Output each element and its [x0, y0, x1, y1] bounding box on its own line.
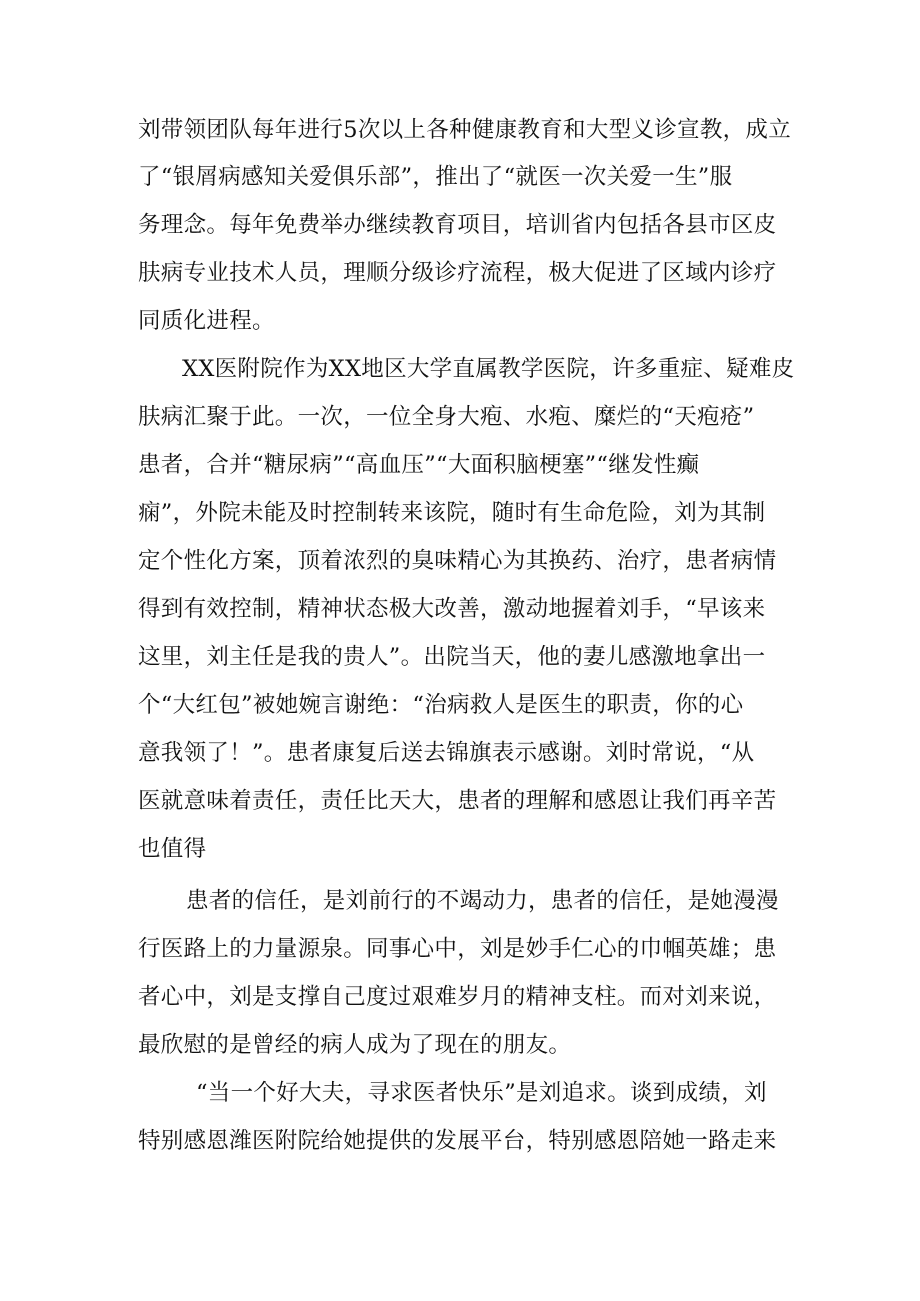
paragraph-1-line-4: 肤病专业技术人员，理顺分级诊疗流程，极大促进了区域内诊疗: [138, 260, 777, 286]
paragraph-2-line-9: 意我领了！”。患者康复后送去锦旗表示感谢。刘时常说，“从: [138, 740, 755, 766]
paragraph-2-line-1: XX医附院作为XX地区大学直属教学医院，许多重症、疑难皮: [182, 356, 795, 382]
paragraph-1-line-2: 了“银屑病感知关爱俱乐部”，推出了“就医一次关爱一生”服: [138, 164, 733, 190]
paragraph-3-line-1: 患者的信任，是刘前行的不竭动力，患者的信任，是她漫漫: [186, 888, 779, 914]
paragraph-2-line-8: 个“大红包”被她婉言谢绝：“治病救人是医生的职责，你的心: [138, 692, 744, 718]
paragraph-4-line-2: 特别感恩潍医附院给她提供的发展平台，特别感恩陪她一路走来: [138, 1128, 777, 1154]
paragraph-2-line-10: 医就意味着责任，责任比天大，患者的理解和感恩让我们再辛苦: [138, 788, 777, 814]
paragraph-2-line-11: 也值得: [138, 836, 207, 862]
paragraph-3-line-3: 者心中，刘是支撑自己度过艰难岁月的精神支柱。而对刘来说，: [138, 984, 777, 1010]
paragraph-2-line-3: 患者，合并“糖尿病”“高血压”“大面积脑梗塞”“继发性癫: [138, 452, 700, 478]
paragraph-2-line-6: 得到有效控制，精神状态极大改善，激动地握着刘手，“早该来: [138, 596, 766, 622]
paragraph-1-line-3: 务理念。每年免费举办继续教育项目，培训省内包括各县市区皮: [138, 212, 777, 238]
paragraph-1-line-5: 同质化进程。: [138, 308, 275, 334]
paragraph-2-line-4: 痫”，外院未能及时控制转来该院，随时有生命危险，刘为其制: [138, 500, 766, 526]
paragraph-2-line-7: 这里，刘主任是我的贵人”。出院当天，他的妻儿感激地拿出一: [138, 644, 766, 670]
paragraph-2-line-5: 定个性化方案，顶着浓烈的臭味精心为其换药、治疗，患者病情: [138, 548, 777, 574]
paragraph-2-line-2: 肤病汇聚于此。一次，一位全身大疱、水疱、糜烂的“天疱疮”: [138, 404, 755, 430]
paragraph-1-line-1: 刘带领团队每年进行5次以上各种健康教育和大型义诊宣教，成立: [138, 117, 792, 143]
paragraph-3-line-4: 最欣慰的是曾经的病人成为了现在的朋友。: [138, 1032, 572, 1058]
paragraph-3-line-2: 行医路上的力量源泉。同事心中，刘是妙手仁心的巾帼英雄；患: [138, 936, 777, 962]
paragraph-4-line-1: “当一个好大夫，寻求医者快乐”是刘追求。谈到成绩，刘: [196, 1080, 767, 1106]
